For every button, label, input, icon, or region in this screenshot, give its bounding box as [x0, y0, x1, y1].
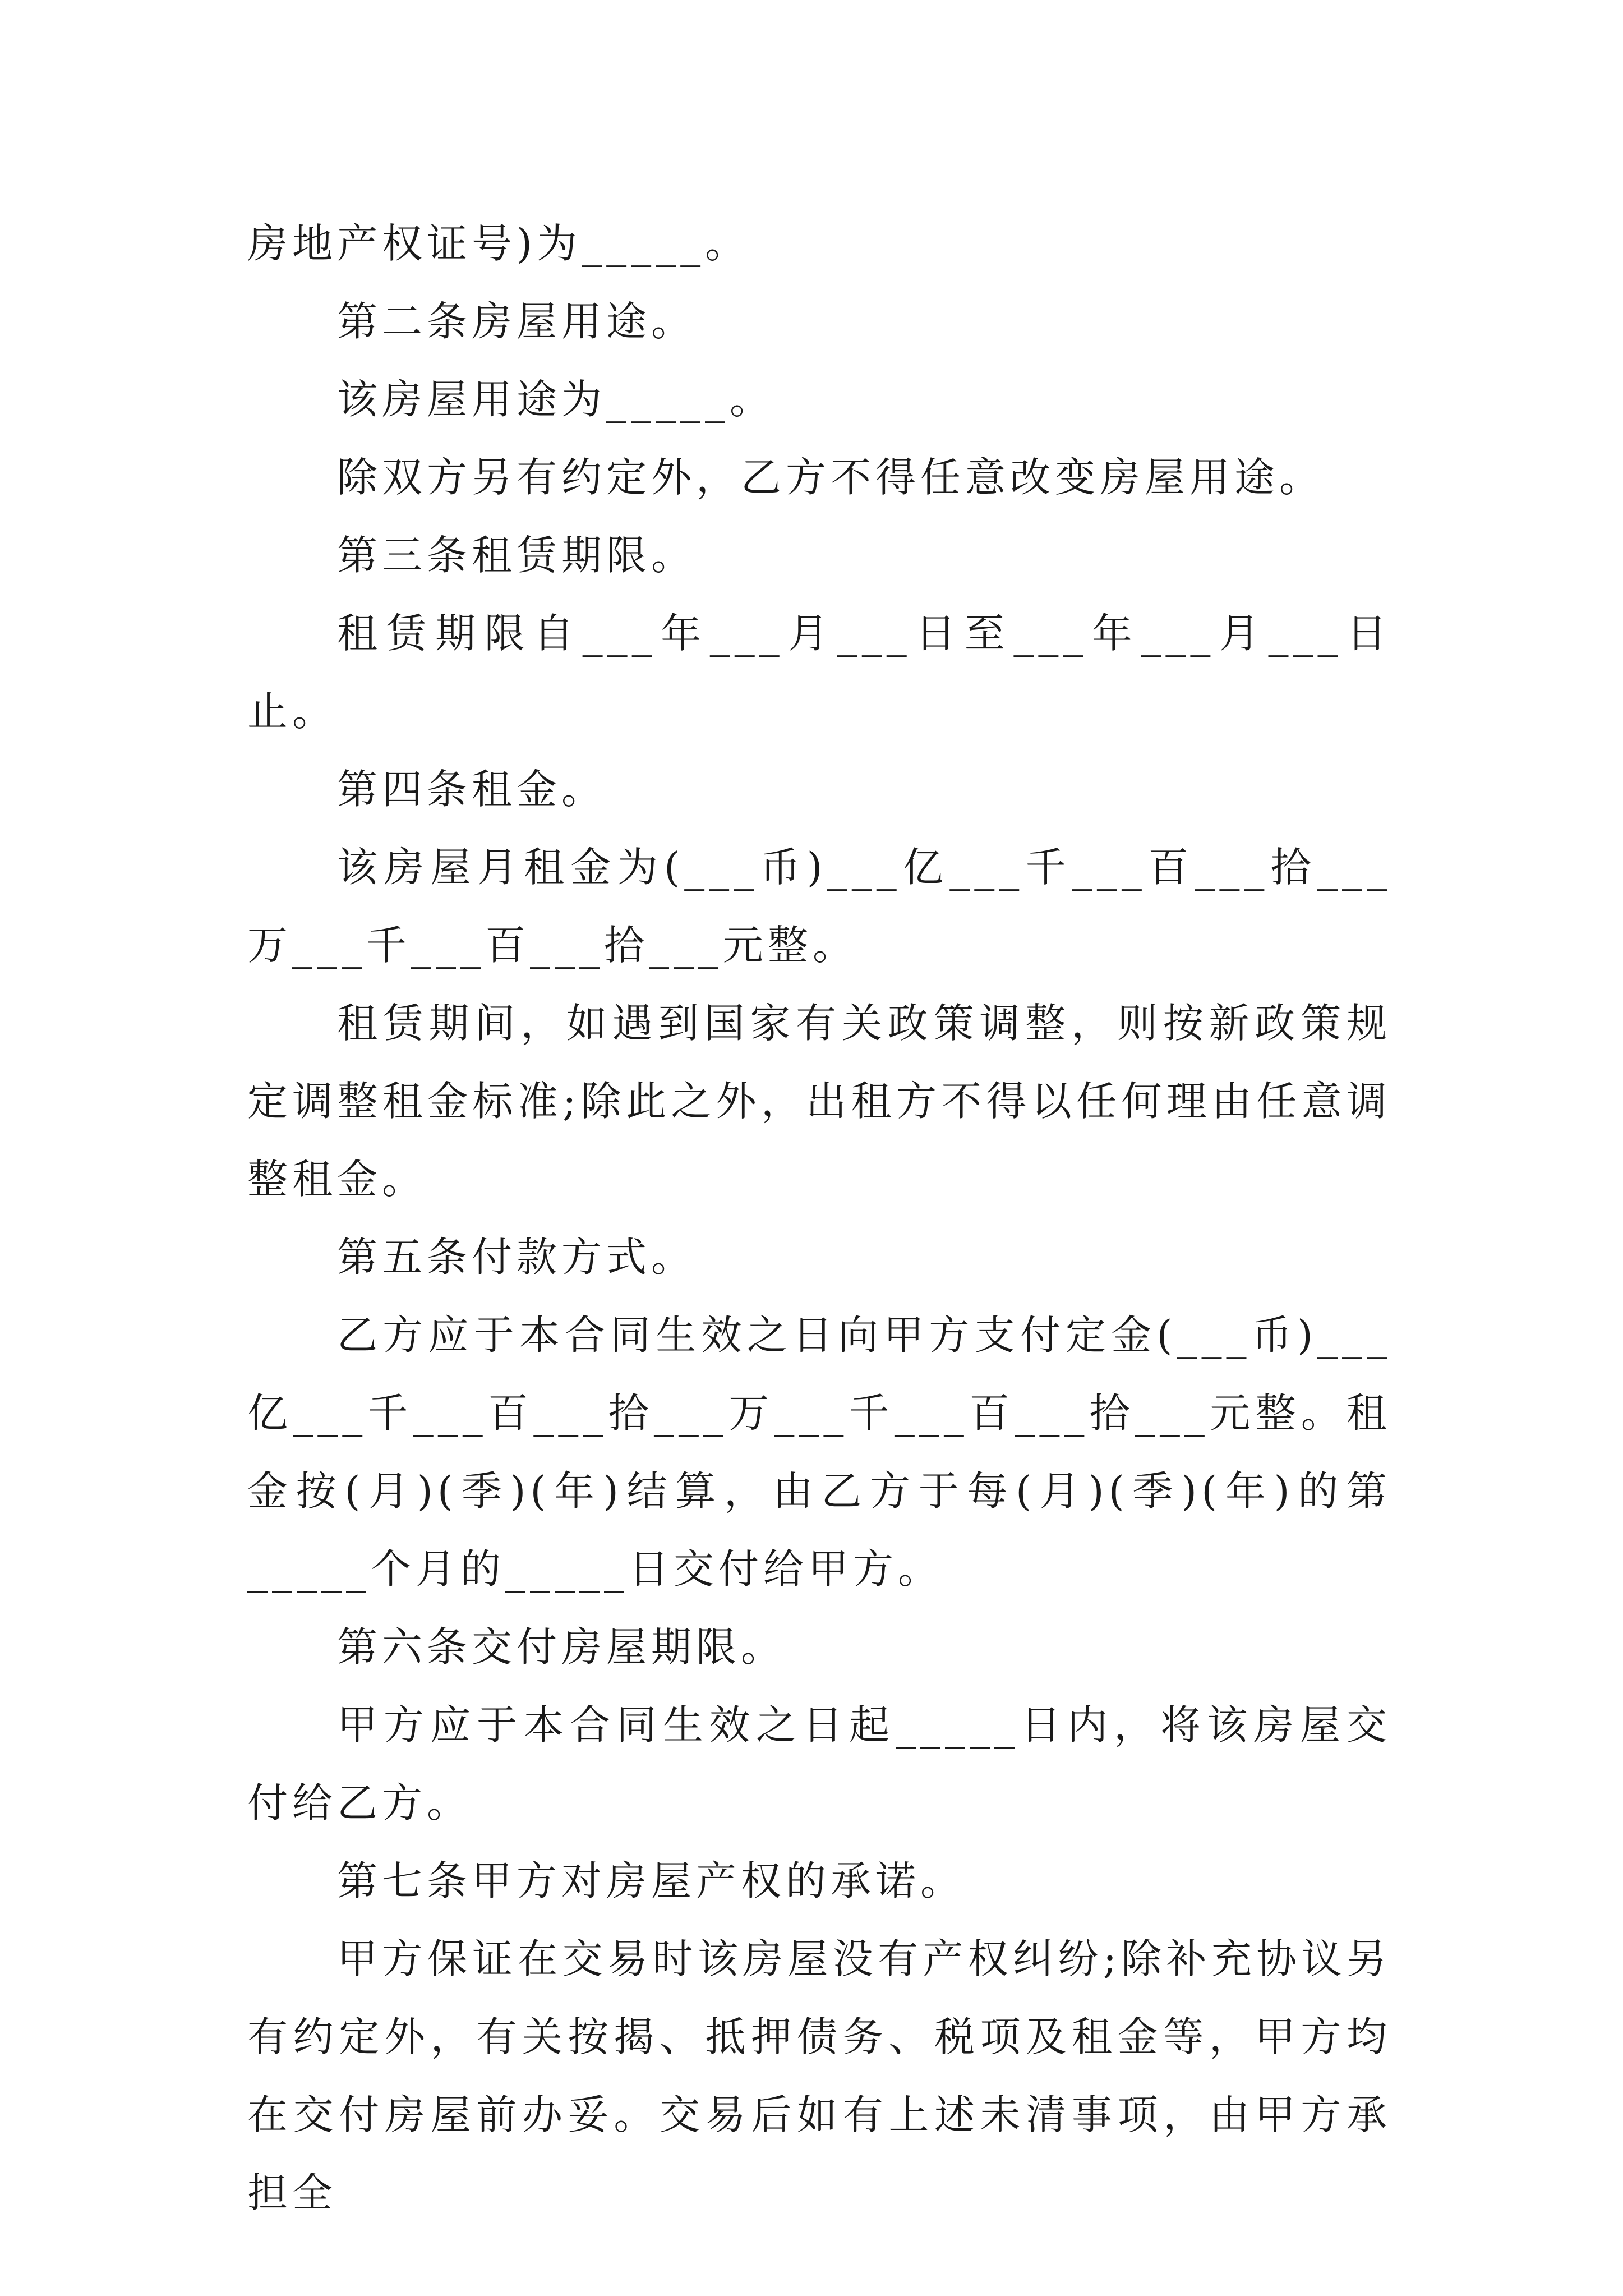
heading-article-3: 第三条租赁期限。	[337, 532, 697, 579]
heading-article-5: 第五条付款方式。	[337, 1234, 697, 1281]
document-body	[247, 205, 1391, 2232]
paragraph-payment-method: 乙方应于本合同生效之日向甲方支付定金(___币)___亿___千___百___拾___万___千___百___拾___元整。租金按(月)(季)(年)结算，由乙方于每(月)(季)(年)的第_____个月的_____日交付给甲方。	[247, 1312, 1391, 1593]
heading-article-2: 第二条房屋用途。	[337, 298, 697, 345]
heading-article-7: 第七条甲方对房屋产权的承诺。	[337, 1857, 966, 1904]
heading-article-6: 第六条交付房屋期限。	[337, 1623, 786, 1671]
paragraph-monthly-rent: 该房屋月租金为(___币)___亿___千___百___拾___万___千___百___拾___元整。	[247, 844, 1391, 969]
paragraph-delivery-term: 甲方应于本合同生效之日起_____日内，将该房屋交付给乙方。	[247, 1701, 1391, 1826]
paragraph-lease-term: 租赁期限自___年___月___日至___年___月___日止。	[247, 610, 1391, 735]
paragraph-property-cert: 房地产权证号)为_____。	[247, 220, 750, 267]
paragraph-use-restriction: 除双方另有约定外，乙方不得任意改变房屋用途。	[337, 454, 1325, 501]
heading-article-4: 第四条租金。	[337, 766, 607, 813]
paragraph-rent-adjustment: 租赁期间，如遇到国家有关政策调整，则按新政策规定调整租金标准;除此之外，出租方不得以任何理由任意调整租金。	[247, 1000, 1391, 1203]
paragraph-house-use: 该房屋用途为_____。	[337, 376, 775, 423]
paragraph-ownership-promise: 甲方保证在交易时该房屋没有产权纠纷;除补充协议另有约定外，有关按揭、抵押债务、税项及租金等，甲方均在交付房屋前办妥。交易后如有上述未清事项，由甲方承担全	[247, 1935, 1391, 2216]
